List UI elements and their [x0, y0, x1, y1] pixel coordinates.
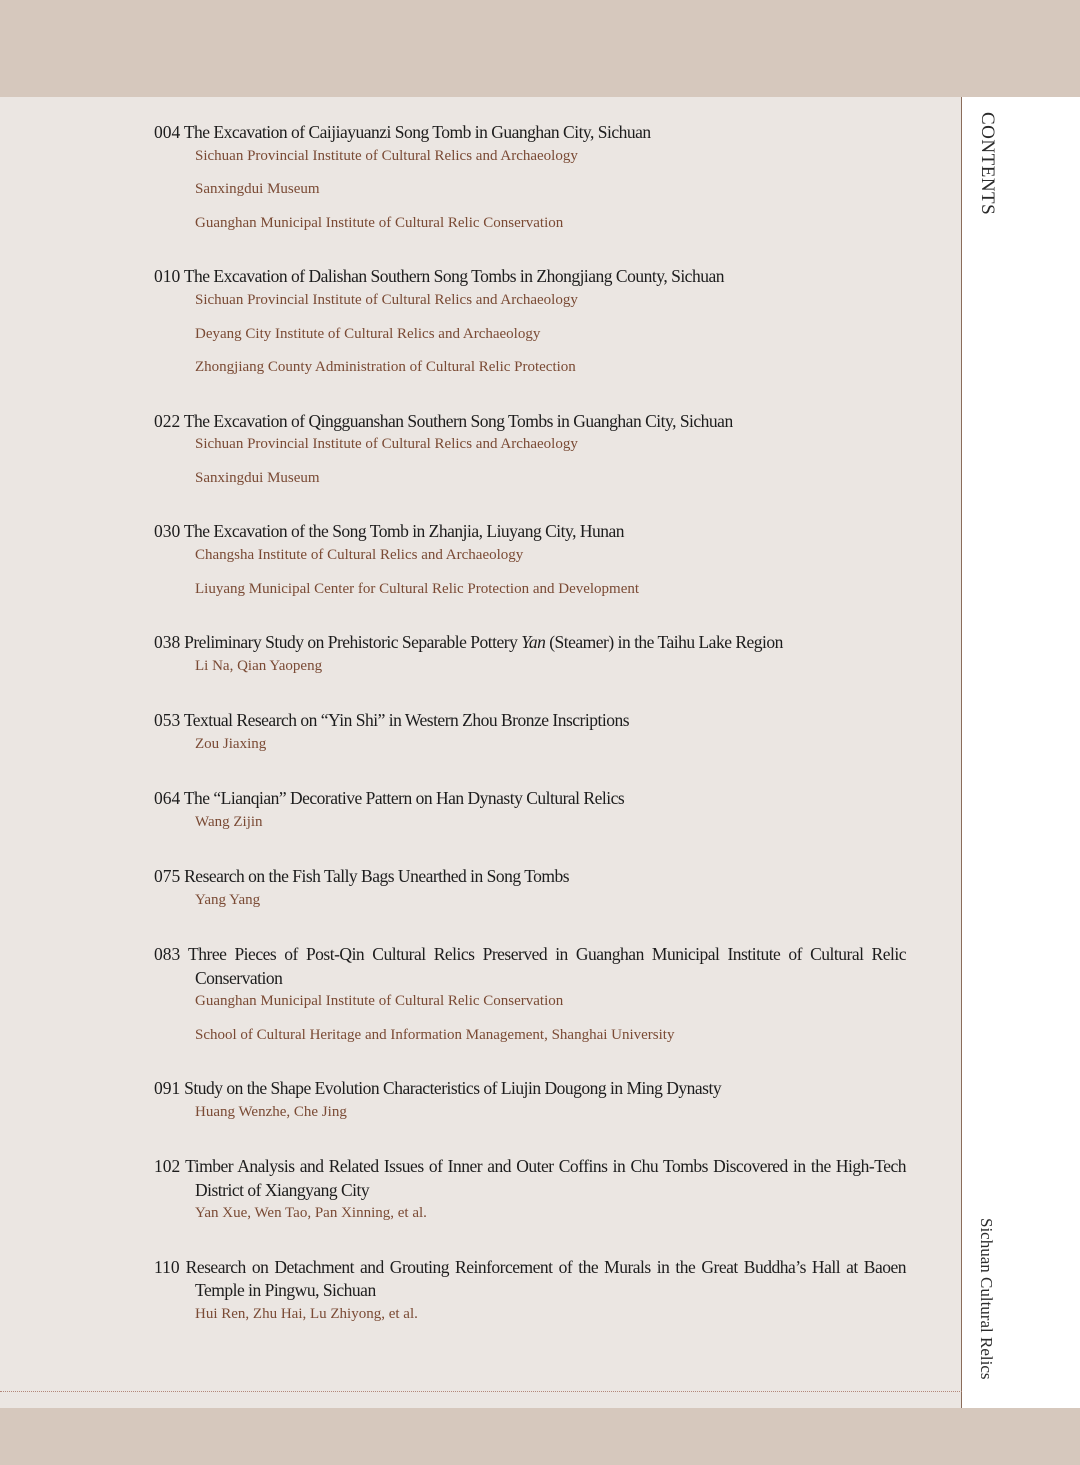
page-number: 030 [154, 521, 181, 542]
toc-entry [154, 520, 906, 599]
author-line: School of Cultural Heritage and Information Management, Shanghai University [195, 1026, 675, 1043]
page-number: 110 [154, 1256, 180, 1277]
author-line: Sichuan Provincial Institute of Cultural Relics and Archaeology [195, 291, 578, 308]
toc-entry [154, 1256, 906, 1325]
page-number: 075 [154, 866, 181, 887]
title-text: Textual Research on “Yin Shi” in Western Zhou Bronze Inscriptions [183, 710, 630, 731]
author-line: Guanghan Municipal Institute of Cultural Relic Conservation [195, 214, 564, 231]
author-line: Zou Jiaxing [195, 735, 267, 752]
page-number: 064 [154, 788, 181, 809]
toc-entry [154, 787, 906, 833]
author-line: Huang Wenzhe, Che Jing [195, 1103, 347, 1120]
toc-entry [154, 709, 906, 755]
page-number: 022 [154, 410, 181, 431]
page-number: 053 [154, 710, 181, 731]
toc-entry [154, 1155, 906, 1224]
entry-title[interactable] [154, 787, 906, 811]
page-number: 091 [154, 1078, 181, 1099]
title-text: The Excavation of the Song Tomb in Zhanjia, Liuyang City, Hunan [183, 521, 624, 542]
entry-title[interactable] [154, 1077, 906, 1101]
author-line: Sichuan Provincial Institute of Cultural Relics and Archaeology [195, 436, 578, 453]
dotted-rule [0, 1391, 962, 1392]
section-label: CONTENTS [977, 112, 998, 216]
entry-title[interactable] [154, 1155, 906, 1202]
title-italic-term: Yan [521, 632, 546, 653]
author-line: Sanxingdui Museum [195, 469, 320, 486]
journal-name: Sichuan Cultural Relics [977, 1218, 996, 1380]
entry-title[interactable] [154, 410, 906, 434]
page-number: 010 [154, 266, 181, 287]
title-text: The Excavation of Qingguanshan Southern Song Tombs in Guanghan City, Sichuan [183, 410, 733, 431]
bottom-band [0, 1408, 1080, 1465]
author-line: Sichuan Provincial Institute of Cultural Relics and Archaeology [195, 147, 578, 164]
title-text: Research on Detachment and Grouting Reinforcement of the Murals in the Great Buddha’s Hall at Baoen Temple in Pingwu, Sichuan [185, 1256, 906, 1301]
toc-entry [154, 1077, 906, 1123]
entry-title[interactable] [154, 865, 906, 889]
entry-title[interactable] [154, 943, 906, 990]
author-line: Guanghan Municipal Institute of Cultural Relic Conservation [195, 993, 564, 1010]
author-line: Hui Ren, Zhu Hai, Lu Zhiyong, et al. [195, 1305, 418, 1322]
author-line: Wang Zijin [195, 813, 263, 830]
author-line: Zhongjiang County Administration of Cultural Relic Protection [195, 359, 576, 376]
title-text: The Excavation of Caijiayuanzi Song Tomb in Guanghan City, Sichuan [183, 122, 651, 142]
toc-entry [154, 121, 906, 234]
author-line: Liuyang Municipal Center for Cultural Relic Protection and Development [195, 580, 640, 597]
title-text: Research on the Fish Tally Bags Unearthed in Song Tombs [184, 866, 570, 887]
toc-entry [154, 410, 906, 489]
side-panel [962, 97, 1080, 1408]
toc-entry [154, 943, 906, 1046]
title-text: (Steamer) in the Taihu Lake Region [549, 632, 783, 653]
toc-entry [154, 865, 906, 911]
table-of-contents [154, 121, 906, 1325]
author-line: Sanxingdui Museum [195, 181, 320, 198]
page-number: 102 [154, 1156, 181, 1177]
entry-title[interactable] [154, 520, 906, 544]
author-line: Li Na, Qian Yaopeng [195, 657, 323, 674]
author-line: Changsha Institute of Cultural Relics and Archaeology [195, 546, 524, 563]
toc-entry [154, 265, 906, 378]
page-number: 083 [154, 944, 181, 965]
entry-title[interactable] [154, 1256, 906, 1303]
title-text: Preliminary Study on Prehistoric Separable Pottery [184, 632, 518, 653]
top-band [0, 0, 1080, 97]
entry-title[interactable] [154, 631, 906, 655]
author-line: Yan Xue, Wen Tao, Pan Xinning, et al. [195, 1205, 427, 1222]
title-text: Timber Analysis and Related Issues of Inner and Outer Coffins in Chu Tombs Discovered in the High-Tech District of Xiangyang City [185, 1156, 906, 1200]
entry-title[interactable] [154, 709, 906, 733]
title-text: Study on the Shape Evolution Characteristics of Liujin Dougong in Ming Dynasty [184, 1078, 722, 1099]
page-number: 038 [154, 632, 181, 653]
toc-entry [154, 631, 906, 677]
title-text: Three Pieces of Post-Qin Cultural Relics Preserved in Guanghan Municipal Institute of Cultural Relic Conservation [188, 944, 906, 988]
author-line: Deyang City Institute of Cultural Relics and Archaeology [195, 325, 541, 342]
author-line: Yang Yang [195, 891, 261, 908]
page-number: 004 [154, 122, 181, 142]
side-divider [961, 97, 962, 1465]
title-text: The Excavation of Dalishan Southern Song Tombs in Zhongjiang County, Sichuan [183, 266, 724, 287]
entry-title[interactable] [154, 121, 906, 145]
entry-title[interactable] [154, 265, 906, 289]
title-text: The “Lianqian” Decorative Pattern on Han Dynasty Cultural Relics [183, 788, 625, 809]
